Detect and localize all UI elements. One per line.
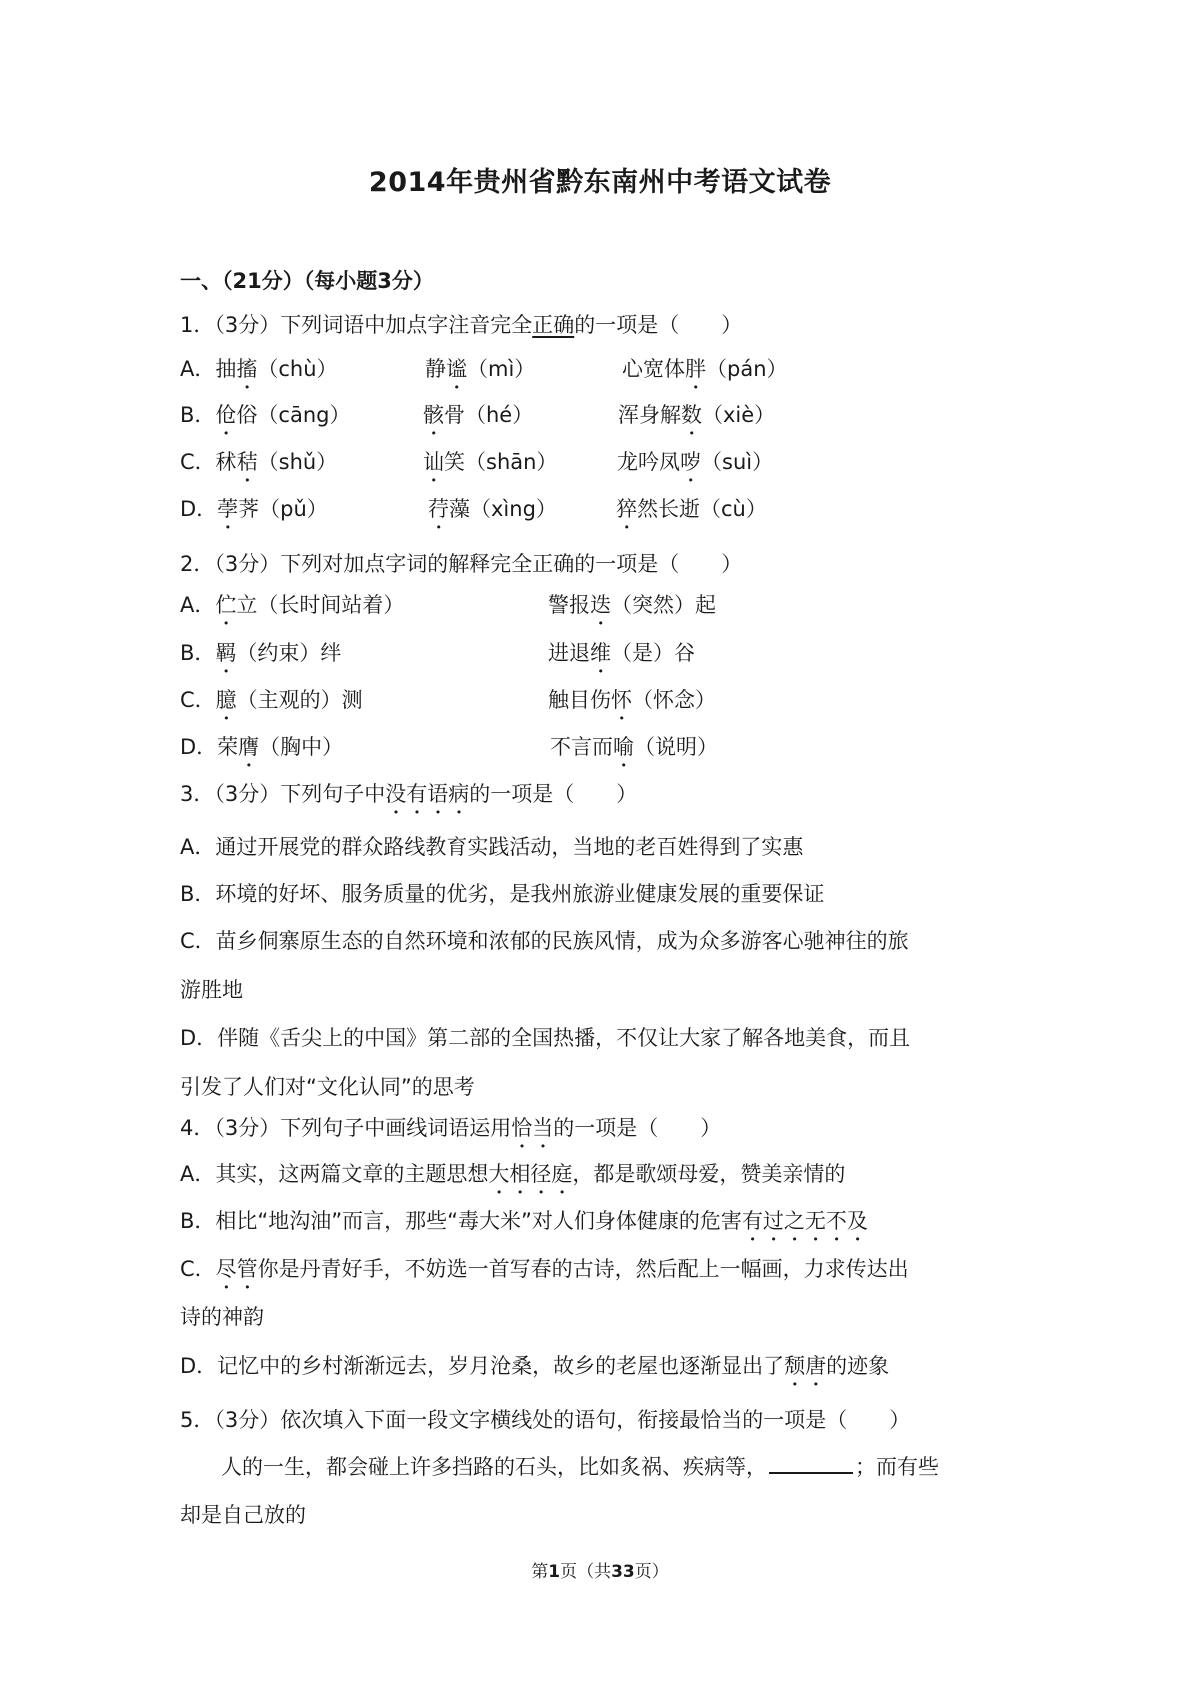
question-4-option-a: A．其实，这两篇文章的主题思想大相径庭，都是歌颂母爱，赞美亲情的 <box>180 1162 846 1186</box>
question-2-option-a: A．伫立（长时间站着） <box>180 593 405 617</box>
question-1-option-d: D．荸荠（pǔ） <box>180 497 328 521</box>
question-3-option-c-cont: 游胜地 <box>180 978 243 1002</box>
question-1-option-b-word-3: 浑身解数（xiè） <box>618 403 776 427</box>
page-title: 2014年贵州省黔东南州中考语文试卷 <box>368 167 832 198</box>
question-4-option-d: D．记忆中的乡村渐渐远去，岁月沧桑，故乡的老屋也逐渐显出了颓唐的迹象 <box>180 1354 890 1378</box>
question-4-option-c-cont: 诗的神韵 <box>180 1305 264 1329</box>
question-1-option-d-word-2: 荇藻（xìng） <box>428 497 557 521</box>
question-5-stem: 5．（3分）依次填入下面一段文字横线处的语句，衔接最恰当的一项是（ ） <box>180 1408 911 1432</box>
question-1-option-b: B．伧俗（cāng） <box>180 403 351 427</box>
question-2-option-a-right: 警报迭（突然）起 <box>548 593 716 617</box>
total-pages: 33 <box>611 1562 635 1582</box>
question-1-stem: 1．（3分）下列词语中加点字注音完全正确的一项是（ ） <box>180 313 743 337</box>
question-4-option-b: B．相比“地沟油”而言，那些“毒大米”对人们身体健康的危害有过之无不及 <box>180 1209 868 1233</box>
section-heading: 一、（21分）（每小题3分） <box>180 269 434 293</box>
question-1-option-a: A．抽搐（chù） <box>180 357 338 381</box>
question-3-option-a: A．通过开展党的群众路线教育实践活动，当地的老百姓得到了实惠 <box>180 835 804 859</box>
question-1-option-c: C．秫秸（shǔ） <box>180 450 338 474</box>
question-3-stem: 3．（3分）下列句子中没有语病的一项是（ ） <box>180 782 638 806</box>
question-2-option-d-right: 不言而喻（说明） <box>550 735 718 759</box>
answer-blank <box>769 1452 853 1474</box>
question-2-option-c: C．臆（主观的）测 <box>180 688 363 712</box>
question-2-stem: 2．（3分）下列对加点字词的解释完全正确的一项是（ ） <box>180 552 743 576</box>
question-2-option-c-right: 触目伤怀（怀念） <box>548 688 716 712</box>
question-3-option-d-cont: 引发了人们对“文化认同”的思考 <box>180 1075 475 1099</box>
question-2-option-b-right: 进退维（是）谷 <box>548 641 695 665</box>
question-3-option-b: B．环境的好坏、服务质量的优劣，是我州旅游业健康发展的重要保证 <box>180 882 825 906</box>
question-4-stem: 4．（3分）下列句子中画线词语运用恰当的一项是（ ） <box>180 1116 722 1140</box>
question-1-option-d-word-3: 猝然长逝（cù） <box>616 497 767 521</box>
question-2-option-b: B．羁（约束）绊 <box>180 641 342 665</box>
question-4-option-c: C．尽管你是丹青好手，不妨选一首写春的古诗，然后配上一幅画，力求传达出 <box>180 1257 909 1281</box>
question-1-option-a-word-3: 心宽体胖（pán） <box>622 357 788 381</box>
question-3-option-d: D．伴随《舌尖上的中国》第二部的全国热播，不仅让大家了解各地美食，而且 <box>180 1026 911 1050</box>
question-1-option-a-word-2: 静谧（mì） <box>425 357 536 381</box>
current-page-number: 1 <box>548 1562 561 1582</box>
question-1-option-b-word-2: 骸骨（hé） <box>423 403 534 427</box>
question-5-passage-cont: 却是自己放的 <box>180 1503 306 1527</box>
question-1-option-c-word-2: 讪笑（shān） <box>423 450 558 474</box>
question-3-option-c: C．苗乡侗寨原生态的自然环境和浓郁的民族风情，成为众多游客心驰神往的旅 <box>180 929 909 953</box>
page-footer: 第1页（共33页） <box>531 1562 669 1582</box>
question-5-passage: 人的一生，都会碰上许多挡路的石头，比如炙祸、疾病等， ；而有些 <box>221 1452 939 1482</box>
question-1-option-c-word-3: 龙吟凤哕（suì） <box>617 450 774 474</box>
question-2-option-d: D．荣膺（胸中） <box>180 735 344 759</box>
